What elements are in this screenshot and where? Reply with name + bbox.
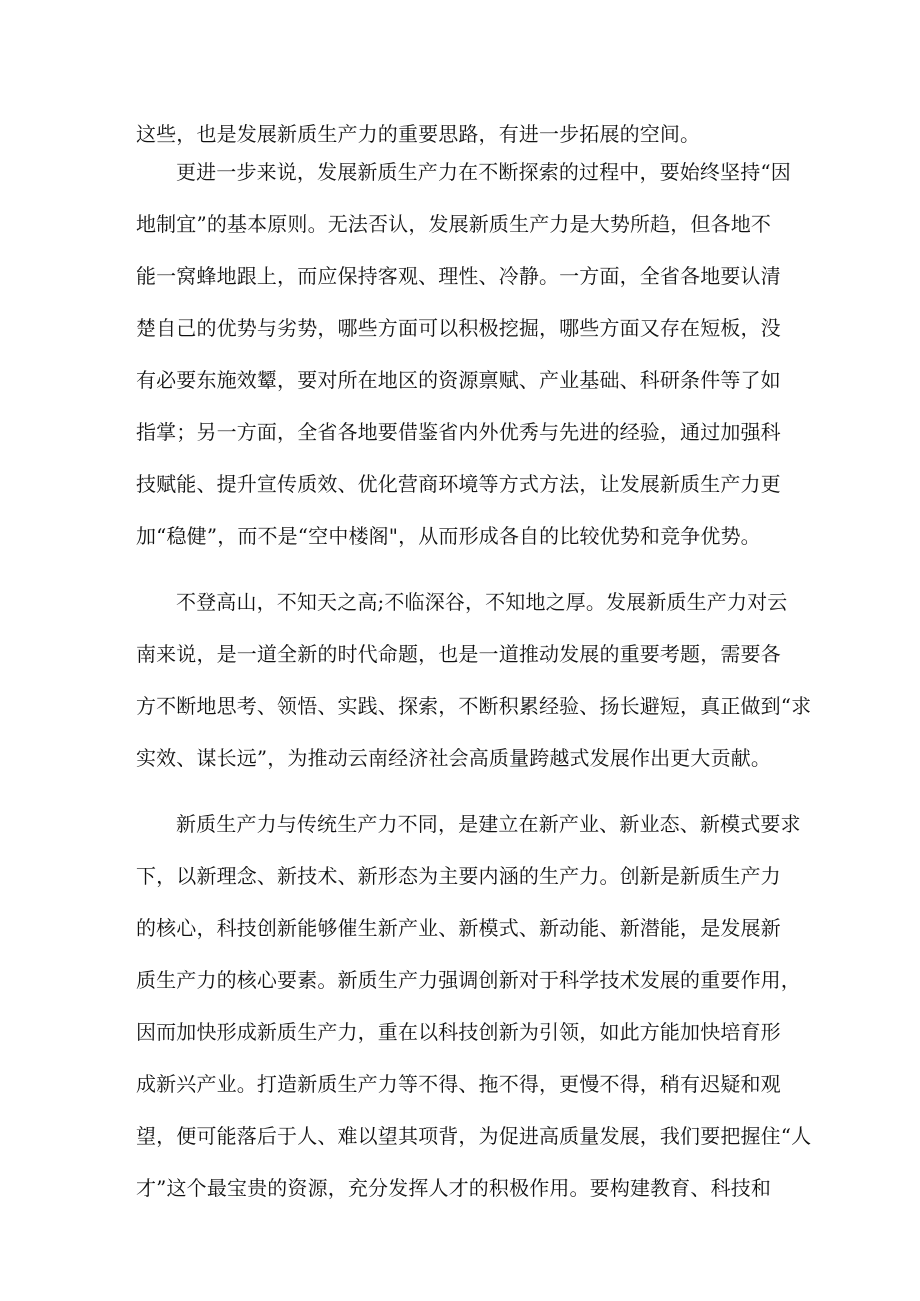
paragraph-line: 下，以新理念、新技术、新形态为主要内涵的生产力。创新是新质生产力: [136, 864, 781, 888]
paragraph-line: 有必要东施效颦，要对所在地区的资源禀赋、产业基础、科研条件等了如: [136, 368, 781, 392]
paragraph-line: 才”这个最宝贵的资源，充分发挥人才的积极作用。要构建教育、科技和: [136, 1176, 772, 1200]
paragraph-line: 成新兴产业。打造新质生产力等不得、拖不得，更慢不得，稍有迟疑和观: [136, 1072, 781, 1096]
paragraph-line: 地制宜”的基本原则。无法否认，发展新质生产力是大势所趋，但各地不: [136, 212, 772, 236]
paragraph-line: 不登高山，不知天之高;不临深谷，不知地之厚。发展新质生产力对云: [176, 590, 788, 614]
paragraph-line: 加“稳健”，而不是“空中楼阁"，从而形成各自的比较优势和竞争优势。: [136, 524, 761, 548]
paragraph-line: 因而加快形成新质生产力，重在以科技创新为引领，如此方能加快培育形: [136, 1020, 781, 1044]
paragraph-line: 方不断地思考、领悟、实践、探索，不断积累经验、扬长避短，真正做到“求: [136, 694, 812, 718]
paragraph-line: 望，便可能落后于人、难以望其项背，为促进高质量发展，我们要把握住“人: [136, 1124, 812, 1148]
paragraph-line: 质生产力的核心要素。新质生产力强调创新对于科学技术发展的重要作用，: [136, 968, 801, 992]
paragraph-line: 这些，也是发展新质生产力的重要思路，有进一步拓展的空间。: [136, 122, 701, 146]
paragraph-line: 实效、谋长远”，为推动云南经济社会高质量跨越式发展作出更大贡献。: [136, 746, 772, 770]
paragraph-line: 技赋能、提升宣传质效、优化营商环境等方式方法，让发展新质生产力更: [136, 472, 781, 496]
paragraph-line: 更进一步来说，发展新质生产力在不断探索的过程中，要始终坚持“因: [176, 160, 791, 184]
paragraph-line: 能一窝蜂地跟上，而应保持客观、理性、冷静。一方面，全省各地要认清: [136, 264, 781, 288]
paragraph-line: 的核心，科技创新能够催生新产业、新模式、新动能、新潜能，是发展新: [136, 916, 781, 940]
paragraph-line: 新质生产力与传统生产力不同，是建立在新产业、新业态、新模式要求: [176, 812, 801, 836]
paragraph-line: 指掌；另一方面，全省各地要借鉴省内外优秀与先进的经验，通过加强科: [136, 420, 781, 444]
paragraph-line: 楚自己的优势与劣势，哪些方面可以积极挖掘，哪些方面又存在短板，没: [136, 316, 781, 340]
paragraph-line: 南来说，是一道全新的时代命题，也是一道推动发展的重要考题，需要各: [136, 642, 781, 666]
